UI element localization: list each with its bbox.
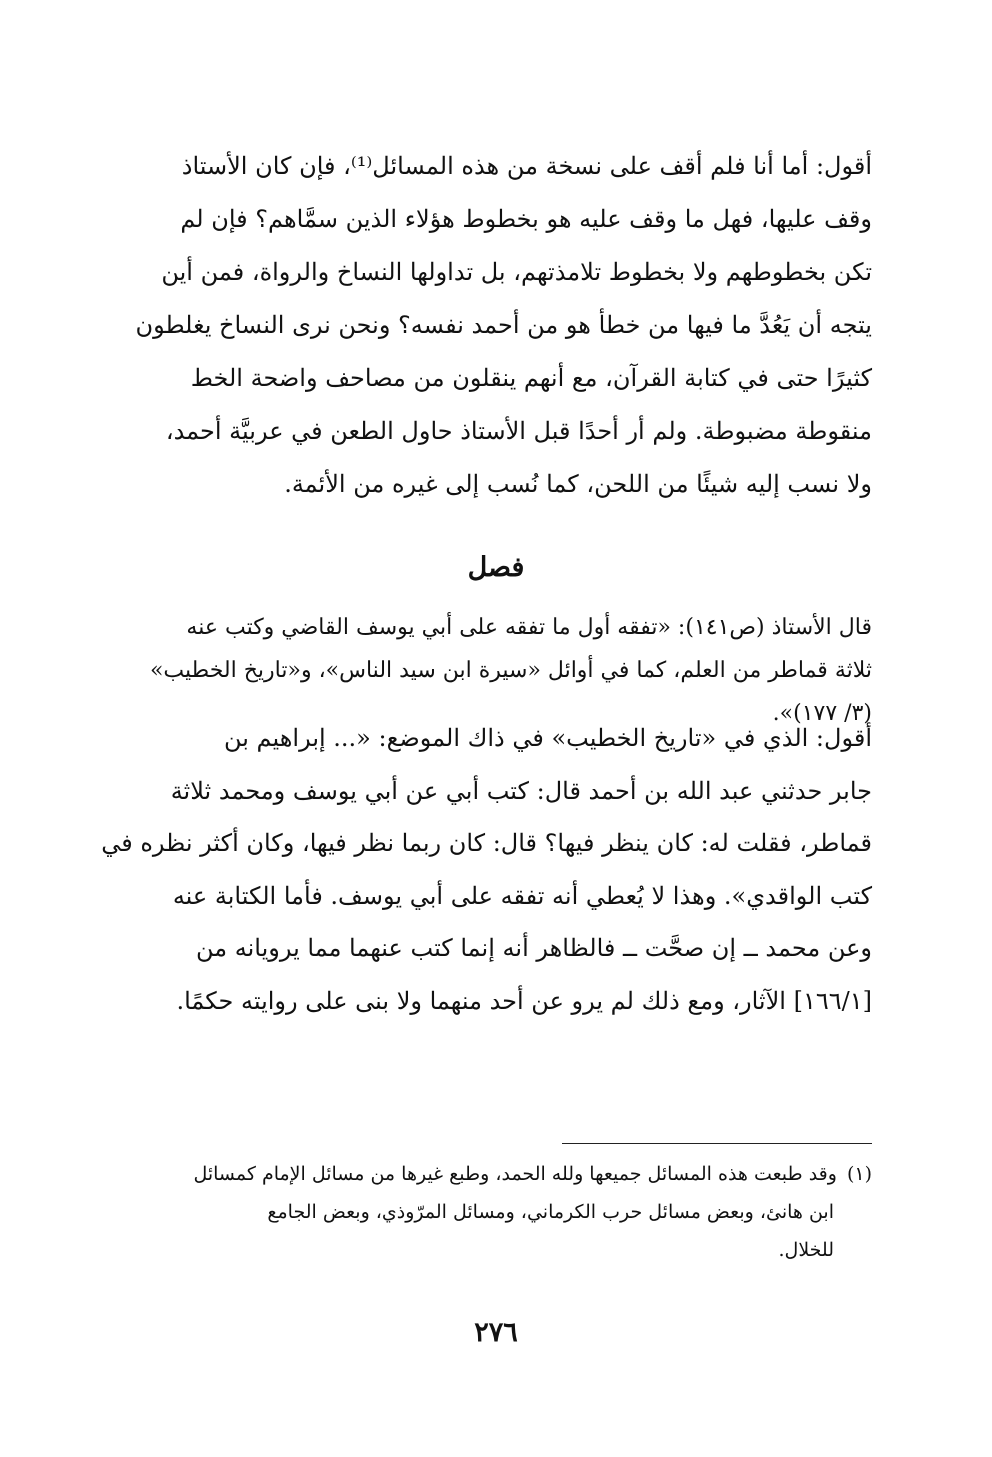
paragraph-line: وقف عليها، فهل ما وقف عليه هو بخطوط هؤلاء الذين سمَّاهم؟ فإن لم [180,205,872,233]
paragraph-line: قال الأستاذ (ص١٤١): «تفقه أول ما تفقه على أبي يوسف القاضي وكتب عنه [186,615,872,640]
paragraph-line: كثيرًا حتى في كتابة القرآن، مع أنهم ينقلون من مصاحف واضحة الخط [190,364,872,392]
paragraph-line: كتب الواقدي». وهذا لا يُعطي أنه تفقه على أبي يوسف. فأما الكتابة عنه [172,881,872,910]
paragraph-line: يتجه أن يَعُدَّ ما فيها من خطأ هو من أحمد نفسه؟ ونحن نرى النساخ يغلطون [135,311,872,339]
paragraph-line: تكن بخطوطهم ولا بخطوط تلامذتهم، بل تداولها النساخ والرواة، فمن أين [161,258,872,286]
footnote-line [120,1155,872,1193]
paragraph-line: جابر حدثني عبد الله بن أحمد قال: كتب أبي عن أبي يوسف ومحمد ثلاثة [170,776,872,805]
paragraph-line: (٣/ ١٧٧)». [772,701,872,726]
footnote-marker: (١) [846,1163,872,1185]
paragraph-line: ثلاثة قماطر من العلم، كما في أوائل «سيرة ابن سيد الناس»، و«تاريخ الخطيب» [149,658,872,683]
paragraph-line: ولا نسب إليه شيئًا من اللحن، كما نُسب إلى غيره من الأئمة. [284,470,872,498]
paragraph-1 [120,140,872,511]
section-heading: فصل [467,552,525,583]
footnote-text: وقد طبعت هذه المسائل جميعها ولله الحمد، وطبع غيرها من مسائل الإمام كمسائل [193,1163,837,1185]
footnote-divider [562,1143,872,1144]
paragraph-line: وعن محمد ــ إن صحَّت ــ فالظاهر أنه إنما كتب عنهما مما يرويانه من [195,934,872,962]
paragraph-line: [١٦٦/١] الآثار، ومع ذلك لم يرو عن أحد منهما ولا بنى على روايته حكمًا. [176,986,872,1015]
footnote-line: ابن هانئ، وبعض مسائل حرب الكرماني، ومسائل المرّوذي، وبعض الجامع [267,1201,834,1223]
paragraph-3 [101,712,872,1027]
paragraph-line: منقوطة مضبوطة. ولم أر أحدًا قبل الأستاذ حاول الطعن في عربيَّة أحمد، [165,417,872,445]
paragraph-line: أقول: الذي في «تاريخ الخطيب» في ذاك الموضع: «... إبراهيم بن [223,724,872,752]
footnote-line: للخلال. [778,1239,834,1261]
paragraph-line: قماطر، فقلت له: كان ينظر فيها؟ قال: كان ربما نظر فيها، وكان أكثر نظره في [101,829,872,857]
footnote [120,1155,872,1269]
paragraph-line: أقول: أما أنا فلم أقف على نسخة من هذه المسائل⁽¹⁾، فإن كان الأستاذ [181,152,872,180]
page-number: ٢٧٦ [474,1317,518,1348]
